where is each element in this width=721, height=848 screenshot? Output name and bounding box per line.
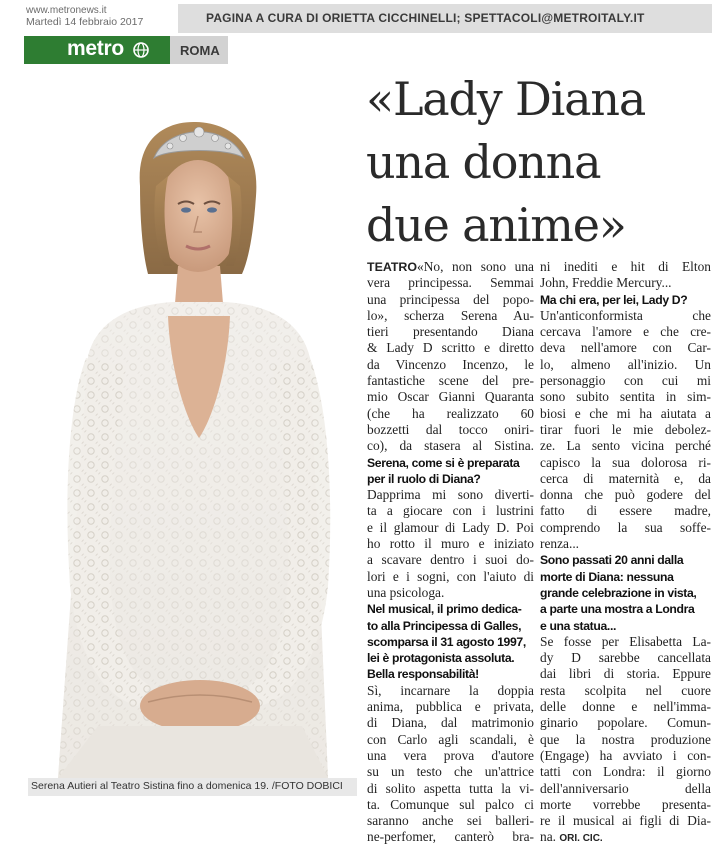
interview-question: e una statua... <box>540 618 617 633</box>
text-line: mio Oscar Gianni Quaranta <box>367 389 534 405</box>
text-line: & Lady D scritto e diretto <box>367 340 534 356</box>
interview-question: Nel musical, il primo dedica- <box>367 602 522 617</box>
page-credit: PAGINA A CURA DI ORIETTA CICCHINELLI; SPETTACOLI@METROITALY.IT <box>206 11 645 25</box>
interview-question: scomparsa il 31 agosto 1997, <box>367 634 526 649</box>
article-photo <box>28 66 357 778</box>
text-line: una vera prova d'autore <box>367 747 534 763</box>
kicker-label: TEATRO <box>367 260 418 274</box>
text-line: renza... <box>540 536 580 552</box>
text-line: a scavare dentro i suoi do- <box>367 552 534 568</box>
text-line: e il glamour di Lady D. Poi <box>367 519 534 535</box>
text-line: TEATRO«No, non sono una <box>367 259 534 274</box>
text-line: fantastiche scene del pre- <box>367 373 534 389</box>
text-line: fatto di essere madre, <box>540 503 711 519</box>
text-line: (Engage) ha avviato i con- <box>540 747 711 763</box>
interview-question: Ma chi era, per lei, Lady D? <box>540 292 688 307</box>
interview-question: Bella responsabilità! <box>367 667 479 682</box>
text-line: capisco la sua dolorosa ri- <box>540 454 711 470</box>
text-line: Se fosse per Elisabetta La- <box>540 633 711 649</box>
text-line: una principessa del popo- <box>367 291 534 307</box>
text-line: ta. Comunque sul palco ci <box>367 796 534 812</box>
text-line: sono subito sentita in sim- <box>540 389 711 405</box>
text-line: vera principessa. Semmai <box>367 275 534 291</box>
headline-line: due anime» <box>366 198 626 252</box>
text-line: ta a giocare con i lustrini <box>367 503 534 519</box>
text-line: donna che può godere del <box>540 487 711 503</box>
text-line: di solito aspetta tutta la vi- <box>367 780 534 796</box>
text-line: ginario popolare. Comun- <box>540 715 711 731</box>
headline-line: una donna <box>366 135 601 189</box>
text-line: re il musical ai figli di Dia- <box>540 813 711 829</box>
text-line: di Diana, dal matrimonio <box>367 715 534 731</box>
text-line: ho rotto il muro e iniziato <box>367 536 534 552</box>
text-line: cercava l'amore e che cre- <box>540 324 711 340</box>
article-headline <box>366 68 712 257</box>
article-column-1 <box>367 259 534 846</box>
text-line: na. ORI. CIC. <box>540 829 603 845</box>
text-line: una psicologa. <box>367 584 445 600</box>
text-line: que la nostra produzione <box>540 731 711 747</box>
photo-caption: Serena Autieri al Teatro Sistina fino a domenica 19. /FOTO DOBICI <box>28 778 357 796</box>
text-line: ni inediti e hit di Elton <box>540 259 711 274</box>
section-label: ROMA <box>180 43 220 58</box>
globe-icon <box>133 42 149 58</box>
text-line: saranno anche sei balleri- <box>367 813 534 829</box>
issue-date: Martedì 14 febbraio 2017 <box>26 16 144 28</box>
text-line: John, Freddie Mercury... <box>540 275 672 291</box>
text-line: ne-perfomer, canterò bra- <box>367 829 534 845</box>
interview-question: grande celebrazione in vista, <box>540 585 697 600</box>
text-line: Sì, incarnare la doppia <box>367 682 534 698</box>
metro-logo <box>24 36 170 64</box>
logo-wordmark: metro <box>67 37 124 60</box>
interview-question: per il ruolo di Diana? <box>367 471 481 486</box>
text-line: dy D sarebbe cancellata <box>540 650 711 666</box>
text-line: con Carlo agli scandali, è <box>367 731 534 747</box>
interview-question: to alla Principessa di Galles, <box>367 618 522 633</box>
text-line: dell'anniversario della <box>540 780 711 796</box>
site-url: www.metronews.it <box>26 5 107 16</box>
interview-question: Sono passati 20 anni dalla <box>540 553 684 568</box>
text-line: bozzetti dal tocco oniri- <box>367 421 534 437</box>
text-line: da Vincenzo Incenzo, le <box>367 356 534 372</box>
text-line: lo, almeno all'inizio. Un <box>540 356 711 372</box>
text-line: lori e i sogni, con l'aiuto di <box>367 568 534 584</box>
text-line: tirar fuori le mie debolez- <box>540 421 711 437</box>
interview-question: lei è protagonista assoluta. <box>367 651 515 666</box>
text-line: Un'anticonformista che <box>540 307 711 323</box>
masthead-info <box>26 5 176 28</box>
text-line: su un testo che un'attrice <box>367 764 534 780</box>
text-line: Dapprima mi sono diverti- <box>367 487 534 503</box>
interview-question: Serena, come si è preparata <box>367 455 520 470</box>
text-line: co), da stasera al Sistina. <box>367 438 534 454</box>
text-line: ze. La sento vicina perché <box>540 438 711 454</box>
text-line: anima, pubblica e privata, <box>367 699 534 715</box>
text-line: morte vorrebbe presenta- <box>540 796 711 812</box>
text-line: deva nell'amore con Car- <box>540 340 711 356</box>
text-line: resta scolpita nel cuore <box>540 682 711 698</box>
text-line: comprendo la sua soffe- <box>540 519 711 535</box>
headline-line: «Lady Diana <box>366 72 646 126</box>
text-line: personaggio con cui mi <box>540 373 711 389</box>
interview-question: morte di Diana: nessuna <box>540 569 674 584</box>
text-line: cerca di maternità e, da <box>540 470 711 486</box>
text-line: lo», scherza Serena Au- <box>367 307 534 323</box>
text-line: (che ha realizzato 60 <box>367 405 534 421</box>
portrait-illustration <box>28 66 357 778</box>
text-line: dai libri di storia. Eppure <box>540 666 711 682</box>
article-column-2 <box>540 259 711 846</box>
interview-question: a parte una mostra a Londra <box>540 602 695 617</box>
author-signature: ORI. CIC. <box>559 833 603 845</box>
text-line: tieri presentando Diana <box>367 324 534 340</box>
text-line: biosi e che mi ha aiutata a <box>540 405 711 421</box>
text-line: tatti con Londra: il giorno <box>540 764 711 780</box>
text-line: delle donne e nell'imma- <box>540 699 711 715</box>
